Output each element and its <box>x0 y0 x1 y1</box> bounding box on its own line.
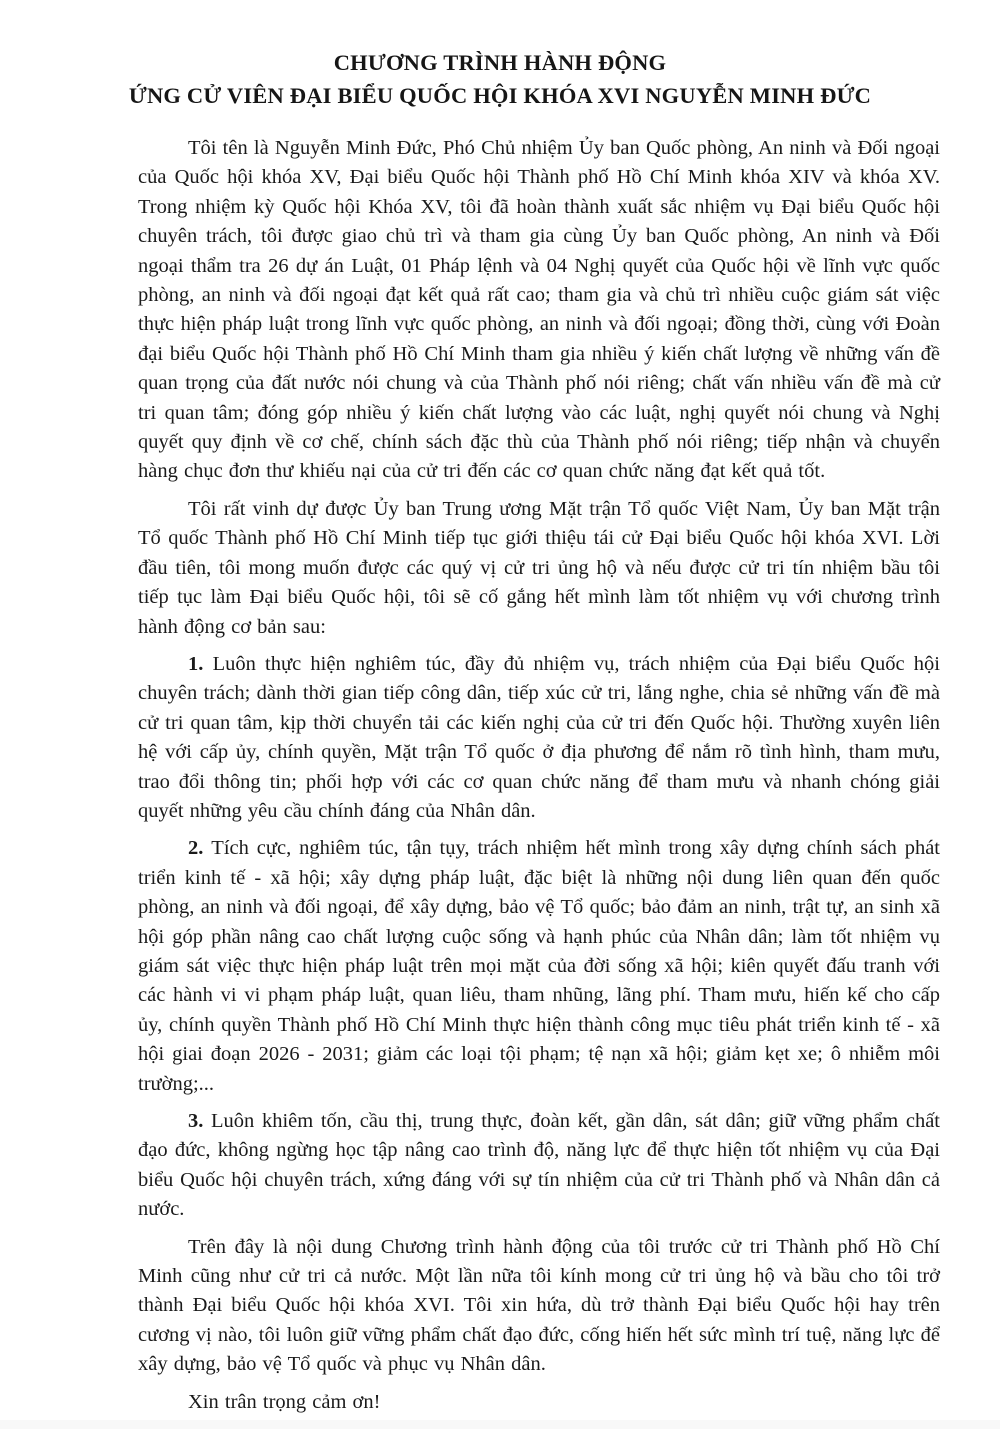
paragraph-text: Luôn thực hiện nghiêm túc, đầy đủ nhiệm vụ, trách nhiệm của Đại biểu Quốc hội chuyên trách; dành thời gian tiếp công dân, tiếp xúc cử tri, lắng nghe, chia sẻ những vấn đề mà cử tri quan tâm, kịp thời chuyển tải các kiến nghị của cử tri đến Quốc hội. Thường xuyên liên hệ với cấp ủy, chính quyền, Mặt trận Tổ quốc ở địa phương để nắm rõ tình hình, tham mưu, trao đổi thông tin; phối hợp với các cơ quan chức năng để tham mưu và nhanh chóng giải quyết những yêu cầu chính đáng của Nhân dân. <box>138 652 941 822</box>
paragraph-thanks <box>138 1388 940 1417</box>
paragraph-item-3 <box>138 1107 940 1225</box>
paragraph-introduction <box>138 134 940 487</box>
paragraph-text: Tôi tên là Nguyễn Minh Đức, Phó Chủ nhiệm Ủy ban Quốc phòng, An ninh và Đối ngoại của Quốc hội khóa XV, Đại biểu Quốc hội Thành phố Hồ Chí Minh khóa XIV và khóa XV. Trong nhiệm kỳ Quốc hội Khóa XV, tôi đã hoàn thành xuất sắc nhiệm vụ Đại biểu Quốc hội chuyên trách, tôi được giao chủ trì và tham gia cùng Ủy ban Quốc phòng, An ninh và Đối ngoại thẩm tra 26 dự án Luật, 01 Pháp lệnh và 04 Nghị quyết của Quốc hội về lĩnh vực quốc phòng, an ninh và đối ngoại đạt kết quả rất cao; tham gia và chủ trì nhiều cuộc giám sát việc thực hiện pháp luật trong lĩnh vực quốc phòng, an ninh và đối ngoại; đồng thời, cùng với Đoàn đại biểu Quốc hội Thành phố Hồ Chí Minh tham gia nhiều ý kiến chất lượng về những vấn đề quan trọng của đất nước nói chung và của Thành phố nói riêng; chất vấn nhiều vấn đề mà cử tri quan tâm; đóng góp nhiều ý kiến chất lượng vào các luật, nghị quyết nói chung và Nghị quyết quy định về cơ chế, chính sách đặc thù của Thành phố nói riêng; tiếp nhận và chuyển hàng chục đơn thư khiếu nại của cử tri đến các cơ quan chức năng đạt kết quả tốt. <box>138 137 940 483</box>
paragraph-text: Tôi rất vinh dự được Ủy ban Trung ương Mặt trận Tổ quốc Việt Nam, Ủy ban Mặt trận Tổ quốc Thành phố Hồ Chí Minh tiếp tục giới thiệu tái cử Đại biểu Quốc hội khóa XVI. Lời đầu tiên, tôi mong muốn được các quý vị cử tri ủng hộ và nếu được cử tri tín nhiệm bầu tôi tiếp tục làm Đại biểu Quốc hội, tôi sẽ cố gắng hết mình làm tốt nhiệm vụ với chương trình hành động cơ bản sau: <box>138 497 940 638</box>
document-title-line1: CHƯƠNG TRÌNH HÀNH ĐỘNG <box>333 50 667 75</box>
paragraph-item-2 <box>138 834 940 1099</box>
paragraph-text: Luôn khiêm tốn, cầu thị, trung thực, đoàn kết, gần dân, sát dân; giữ vững phẩm chất đạo đức, không ngừng học tập nâng cao trình độ, năng lực để thực hiện tốt nhiệm vụ của Đại biểu Quốc hội chuyên trách, xứng đáng với sự tín nhiệm của cử tri Thành phố và Nhân dân cả nước. <box>138 1110 940 1221</box>
paragraph-number: 1. <box>188 652 213 675</box>
paragraph-text: Xin trân trọng cảm ơn! <box>188 1390 381 1413</box>
document-title <box>60 46 940 112</box>
paragraph-text: Trên đây là nội dung Chương trình hành động của tôi trước cử tri Thành phố Hồ Chí Minh cũng như cử tri cả nước. Một lần nữa tôi kính mong cử tri ủng hộ và bầu cho tôi trở thành Đại biểu Quốc hội khóa XVI. Tôi xin hứa, dù trở thành Đại biểu Quốc hội hay trên cương vị nào, tôi luôn giữ vững phẩm chất đạo đức, cống hiến hết sức mình trí tuệ, năng lực để xây dựng, bảo vệ Tổ quốc và phục vụ Nhân dân. <box>138 1235 940 1376</box>
paragraph-item-1 <box>138 650 940 826</box>
paragraph-conclusion <box>138 1233 940 1380</box>
paragraph-number: 2. <box>188 837 212 860</box>
paragraph-nomination <box>138 495 940 642</box>
paragraph-number: 3. <box>188 1110 212 1132</box>
scan-edge-shade <box>0 1420 1000 1429</box>
paragraph-text: Tích cực, nghiêm túc, tận tụy, trách nhiệm hết mình trong xây dựng chính sách phát triển kinh tế - xã hội; xây dựng pháp luật, đặc biệt là những nội dung liên quan đến quốc phòng, an ninh và đối ngoại, để xây dựng, bảo vệ Tổ quốc; bảo đảm an ninh, trật tự, an sinh xã hội góp phần nâng cao chất lượng cuộc sống và hạnh phúc của Nhân dân; làm tốt nhiệm vụ giám sát việc thực hiện pháp luật trên mọi mặt của đời sống xã hội; kiên quyết đấu tranh với các hành vi vi phạm pháp luật, quan liêu, tham nhũng, lãng phí. Tham mưu, hiến kế cho cấp ủy, chính quyền Thành phố Hồ Chí Minh thực hiện thành công mục tiêu phát triển kinh tế - xã hội giai đoạn 2026 - 2031; giảm các loại tội phạm; tệ nạn xã hội; giảm kẹt xe; ô nhiễm môi trường;... <box>138 837 941 1095</box>
document-title-line2: ỨNG CỬ VIÊN ĐẠI BIỂU QUỐC HỘI KHÓA XVI NGUYỄN MINH ĐỨC <box>128 83 872 108</box>
document-body <box>138 134 940 1417</box>
